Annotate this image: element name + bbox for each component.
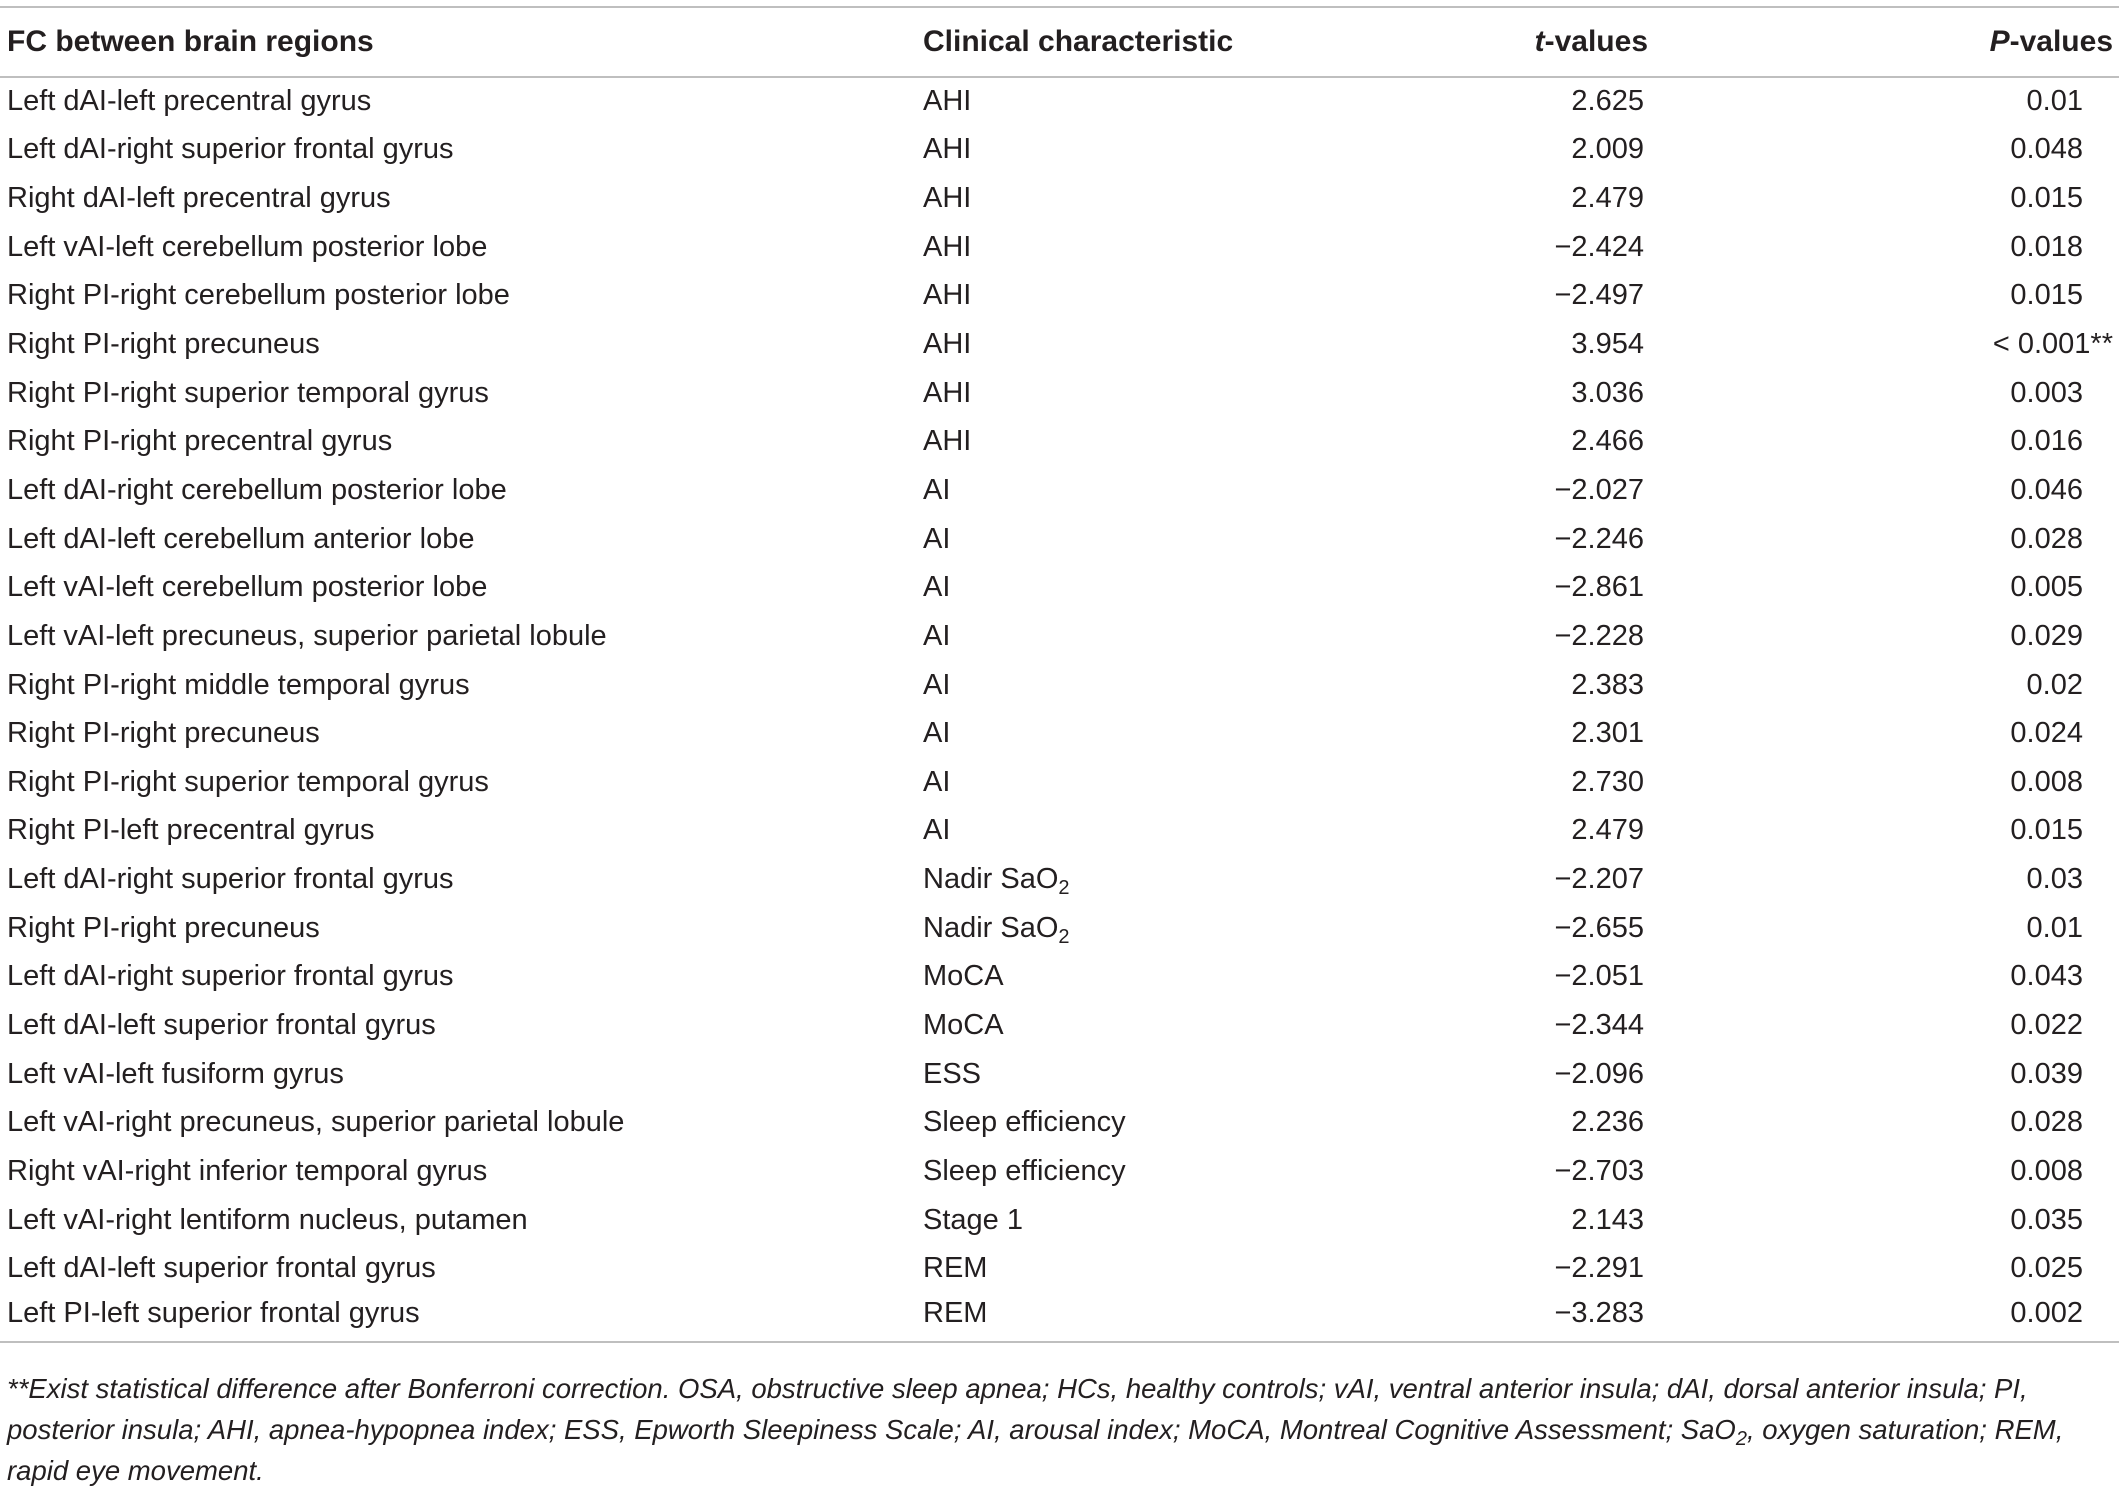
cell-fc-regions: Left dAI-right superior frontal gyrus [7,133,454,166]
cell-p-value: 0.015 [2010,814,2083,847]
cell-clinical-characteristic [916,709,1471,758]
cell-p-value: 0.015 [2010,279,2083,312]
table-row [0,77,2119,126]
cell-t-value: −2.051 [1554,960,1644,993]
table-row [0,1147,2119,1196]
clinical-label: AHI [923,279,972,312]
header-clinical-characteristic: Clinical characteristic [916,7,1471,77]
cell-p-value: 0.003 [2010,376,2083,409]
clinical-label: REM [923,1297,988,1330]
cell-fc-regions: Left vAI-left precuneus, superior parietal lobule [7,619,607,652]
cell-p-value: 0.01 [2026,85,2083,118]
table-body [0,77,2119,1342]
cell-t-value: −3.283 [1471,1293,1654,1342]
cell-fc-regions: Left dAI-right cerebellum posterior lobe [7,473,507,506]
cell-t-value: 2.236 [1571,1106,1644,1139]
table-row [0,904,2119,953]
clinical-label: MoCA [923,960,1004,993]
cell-clinical-characteristic [916,1244,1471,1293]
clinical-label: AHI [923,230,972,263]
clinical-label: AI [923,619,951,652]
cell-t-value: 2.009 [1571,133,1644,166]
clinical-label: AI [923,571,951,604]
cell-fc-regions: Right PI-right superior temporal gyrus [7,376,489,409]
cell-fc-regions: Right PI-right cerebellum posterior lobe [7,279,510,312]
cell-p-value: 0.048 [2010,133,2083,166]
cell-p-value: 0.015 [2010,182,2083,215]
cell-fc-regions: Left dAI-right superior frontal gyrus [7,863,454,896]
cell-p-value: 0.008 [2010,765,2083,798]
header-t-values [1471,7,1654,77]
cell-p-value: 0.028 [2010,522,2083,555]
clinical-label: AI [923,814,951,847]
cell-t-value: −2.027 [1554,473,1644,506]
header-row [0,7,2119,77]
cell-fc-regions: Left dAI-right superior frontal gyrus [7,960,454,993]
cell-t-value: −2.497 [1554,279,1644,312]
cell-t-value: 2.143 [1571,1203,1644,1236]
cell-clinical-characteristic [916,126,1471,175]
cell-clinical-characteristic [916,953,1471,1002]
clinical-label: Sleep efficiency [923,1106,1126,1139]
clinical-label: AHI [923,182,972,215]
cell-fc-regions: Right PI-right precuneus [7,717,320,750]
cell-fc-regions: Right PI-right precentral gyrus [7,425,393,458]
table-row [0,320,2119,369]
cell-fc-regions: Right PI-right precuneus [7,328,320,361]
cell-fc-regions: Left vAI-right lentiform nucleus, putamen [7,1203,528,1236]
table-row [0,1196,2119,1245]
table-header [0,7,2119,77]
cell-fc-regions: Right dAI-left precentral gyrus [7,182,391,215]
cell-p-value: 0.03 [2026,863,2083,896]
clinical-subscript: 2 [1058,877,1070,900]
cell-t-value: 3.036 [1571,376,1644,409]
cell-fc-regions: Right PI-right superior temporal gyrus [7,765,489,798]
clinical-label: AI [923,522,951,555]
cell-t-value: −2.703 [1554,1154,1644,1187]
clinical-label: AHI [923,425,972,458]
table-row [0,612,2119,661]
table-row [0,126,2119,175]
table-row [0,272,2119,321]
cell-t-value: 2.479 [1571,814,1644,847]
clinical-label: Sleep efficiency [923,1154,1126,1187]
cell-clinical-characteristic [916,174,1471,223]
cell-p-value: 0.01 [2026,911,2083,944]
cell-clinical-characteristic [916,904,1471,953]
footnote-text: **Exist statistical difference after Bonferroni correction. OSA, obstructive sleep apnea; HCs, healthy controls; vAI, ventral anterior insula; dAI, dorsal anterior insula; PI, posterior insula; AHI, apnea-hypopnea index; ESS, Epworth Sleepiness Scale; AI, arousal index; MoCA, Montreal Cognitive Assessment; SaO [7,1373,2028,1445]
table-row [0,709,2119,758]
clinical-label: REM [923,1252,988,1285]
header-t-letter: t [1534,25,1545,58]
clinical-label: AI [923,473,951,506]
fc-correlation-table [0,6,2119,1343]
header-p-letter: P [1989,25,2010,58]
cell-t-value: −2.655 [1554,911,1644,944]
clinical-subscript: 2 [1058,925,1070,948]
clinical-label: AHI [923,376,972,409]
clinical-label: AI [923,717,951,750]
cell-clinical-characteristic [916,612,1471,661]
cell-p-value: 0.029 [2010,619,2083,652]
cell-clinical-characteristic [916,1001,1471,1050]
cell-fc-regions: Right PI-left precentral gyrus [7,814,375,847]
cell-clinical-characteristic [916,272,1471,321]
cell-clinical-characteristic [916,223,1471,272]
clinical-label: MoCA [923,1008,1004,1041]
table-row [0,369,2119,418]
table-row [0,1244,2119,1293]
clinical-label: AI [923,765,951,798]
cell-p-value: 0.016 [2010,425,2083,458]
cell-clinical-characteristic [916,807,1471,856]
cell-t-value: −2.344 [1554,1008,1644,1041]
cell-p-value: 0.025 [2010,1252,2083,1285]
cell-fc-regions: Right PI-right middle temporal gyrus [7,668,470,701]
cell-clinical-characteristic [916,855,1471,904]
header-fc-regions: FC between brain regions [0,7,916,77]
table-row [0,563,2119,612]
clinical-label: AI [923,668,951,701]
cell-fc-regions: Left dAI-left superior frontal gyrus [7,1252,436,1285]
cell-clinical-characteristic [916,1050,1471,1099]
cell-fc-regions: Right vAI-right inferior temporal gyrus [7,1154,488,1187]
clinical-label: AHI [923,328,972,361]
table-row [0,807,2119,856]
cell-fc-regions: Left vAI-right precuneus, superior parietal lobule [7,1106,625,1139]
table-footnote [7,1368,2107,1491]
clinical-label: AHI [923,133,972,166]
table-row [0,855,2119,904]
cell-p-value: 0.035 [2010,1203,2083,1236]
cell-p-value: < 0.001** [1992,328,2113,361]
footnote-text-end: , oxygen saturation; REM, rapid eye movement. [7,1414,2064,1486]
cell-p-value: 0.005 [2010,571,2083,604]
cell-t-value: 2.466 [1571,425,1644,458]
table-row [0,417,2119,466]
cell-clinical-characteristic [916,320,1471,369]
header-p-values [1654,7,2119,77]
table-row [0,1001,2119,1050]
cell-clinical-characteristic [916,417,1471,466]
cell-p-value: 0.008 [2010,1154,2083,1187]
cell-p-value: 0.018 [2010,230,2083,263]
cell-clinical-characteristic [916,77,1471,126]
cell-clinical-characteristic [916,1098,1471,1147]
table-row [0,223,2119,272]
clinical-label: Stage 1 [923,1203,1023,1236]
cell-clinical-characteristic [916,369,1471,418]
table-row [0,661,2119,710]
cell-t-value: 2.625 [1571,85,1644,118]
cell-fc-regions: Right PI-right precuneus [7,911,320,944]
footnote-subscript: 2 [1735,1428,1747,1450]
cell-p-value: 0.02 [2026,668,2083,701]
clinical-label: ESS [923,1057,982,1090]
cell-fc-regions: Left dAI-left superior frontal gyrus [7,1008,436,1041]
cell-t-value: −2.861 [1554,571,1644,604]
header-p-suffix: -values [2009,25,2113,58]
cell-p-value: 0.028 [2010,1106,2083,1139]
cell-t-value: 2.479 [1571,182,1644,215]
cell-t-value: −2.246 [1554,522,1644,555]
table-row [0,953,2119,1002]
cell-t-value: 3.954 [1571,328,1644,361]
cell-t-value: −2.228 [1554,619,1644,652]
table-row [0,466,2119,515]
clinical-label: Nadir SaO [923,863,1059,896]
cell-t-value: −2.291 [1554,1252,1644,1285]
cell-t-value: −2.096 [1554,1057,1644,1090]
cell-clinical-characteristic [916,563,1471,612]
cell-p-value: 0.039 [2010,1057,2083,1090]
cell-fc-regions: Left dAI-left precentral gyrus [7,85,372,118]
cell-t-value: 2.301 [1571,717,1644,750]
cell-t-value: 2.730 [1571,765,1644,798]
cell-fc-regions: Left vAI-left fusiform gyrus [7,1057,344,1090]
cell-clinical-characteristic [916,1293,1471,1342]
cell-fc-regions: Left vAI-left cerebellum posterior lobe [7,230,488,263]
cell-t-value: −2.424 [1554,230,1644,263]
table-row [0,174,2119,223]
clinical-label: Nadir SaO [923,911,1059,944]
cell-fc-regions: Left PI-left superior frontal gyrus [0,1293,916,1342]
cell-t-value: −2.207 [1554,863,1644,896]
cell-p-value: 0.043 [2010,960,2083,993]
header-t-suffix: -values [1544,25,1648,58]
cell-clinical-characteristic [916,661,1471,710]
cell-fc-regions: Left vAI-left cerebellum posterior lobe [7,571,488,604]
cell-t-value: 2.383 [1571,668,1644,701]
table-row [0,1098,2119,1147]
cell-fc-regions: Left dAI-left cerebellum anterior lobe [7,522,475,555]
table-row [0,1293,2119,1342]
cell-clinical-characteristic [916,758,1471,807]
cell-clinical-characteristic [916,466,1471,515]
cell-p-value: 0.024 [2010,717,2083,750]
clinical-label: AHI [923,85,972,118]
cell-clinical-characteristic [916,515,1471,564]
table-row [0,515,2119,564]
cell-p-value: 0.022 [2010,1008,2083,1041]
cell-p-value: 0.002 [1654,1293,2119,1342]
cell-p-value: 0.046 [2010,473,2083,506]
table-row [0,758,2119,807]
cell-clinical-characteristic [916,1196,1471,1245]
table-row [0,1050,2119,1099]
cell-clinical-characteristic [916,1147,1471,1196]
